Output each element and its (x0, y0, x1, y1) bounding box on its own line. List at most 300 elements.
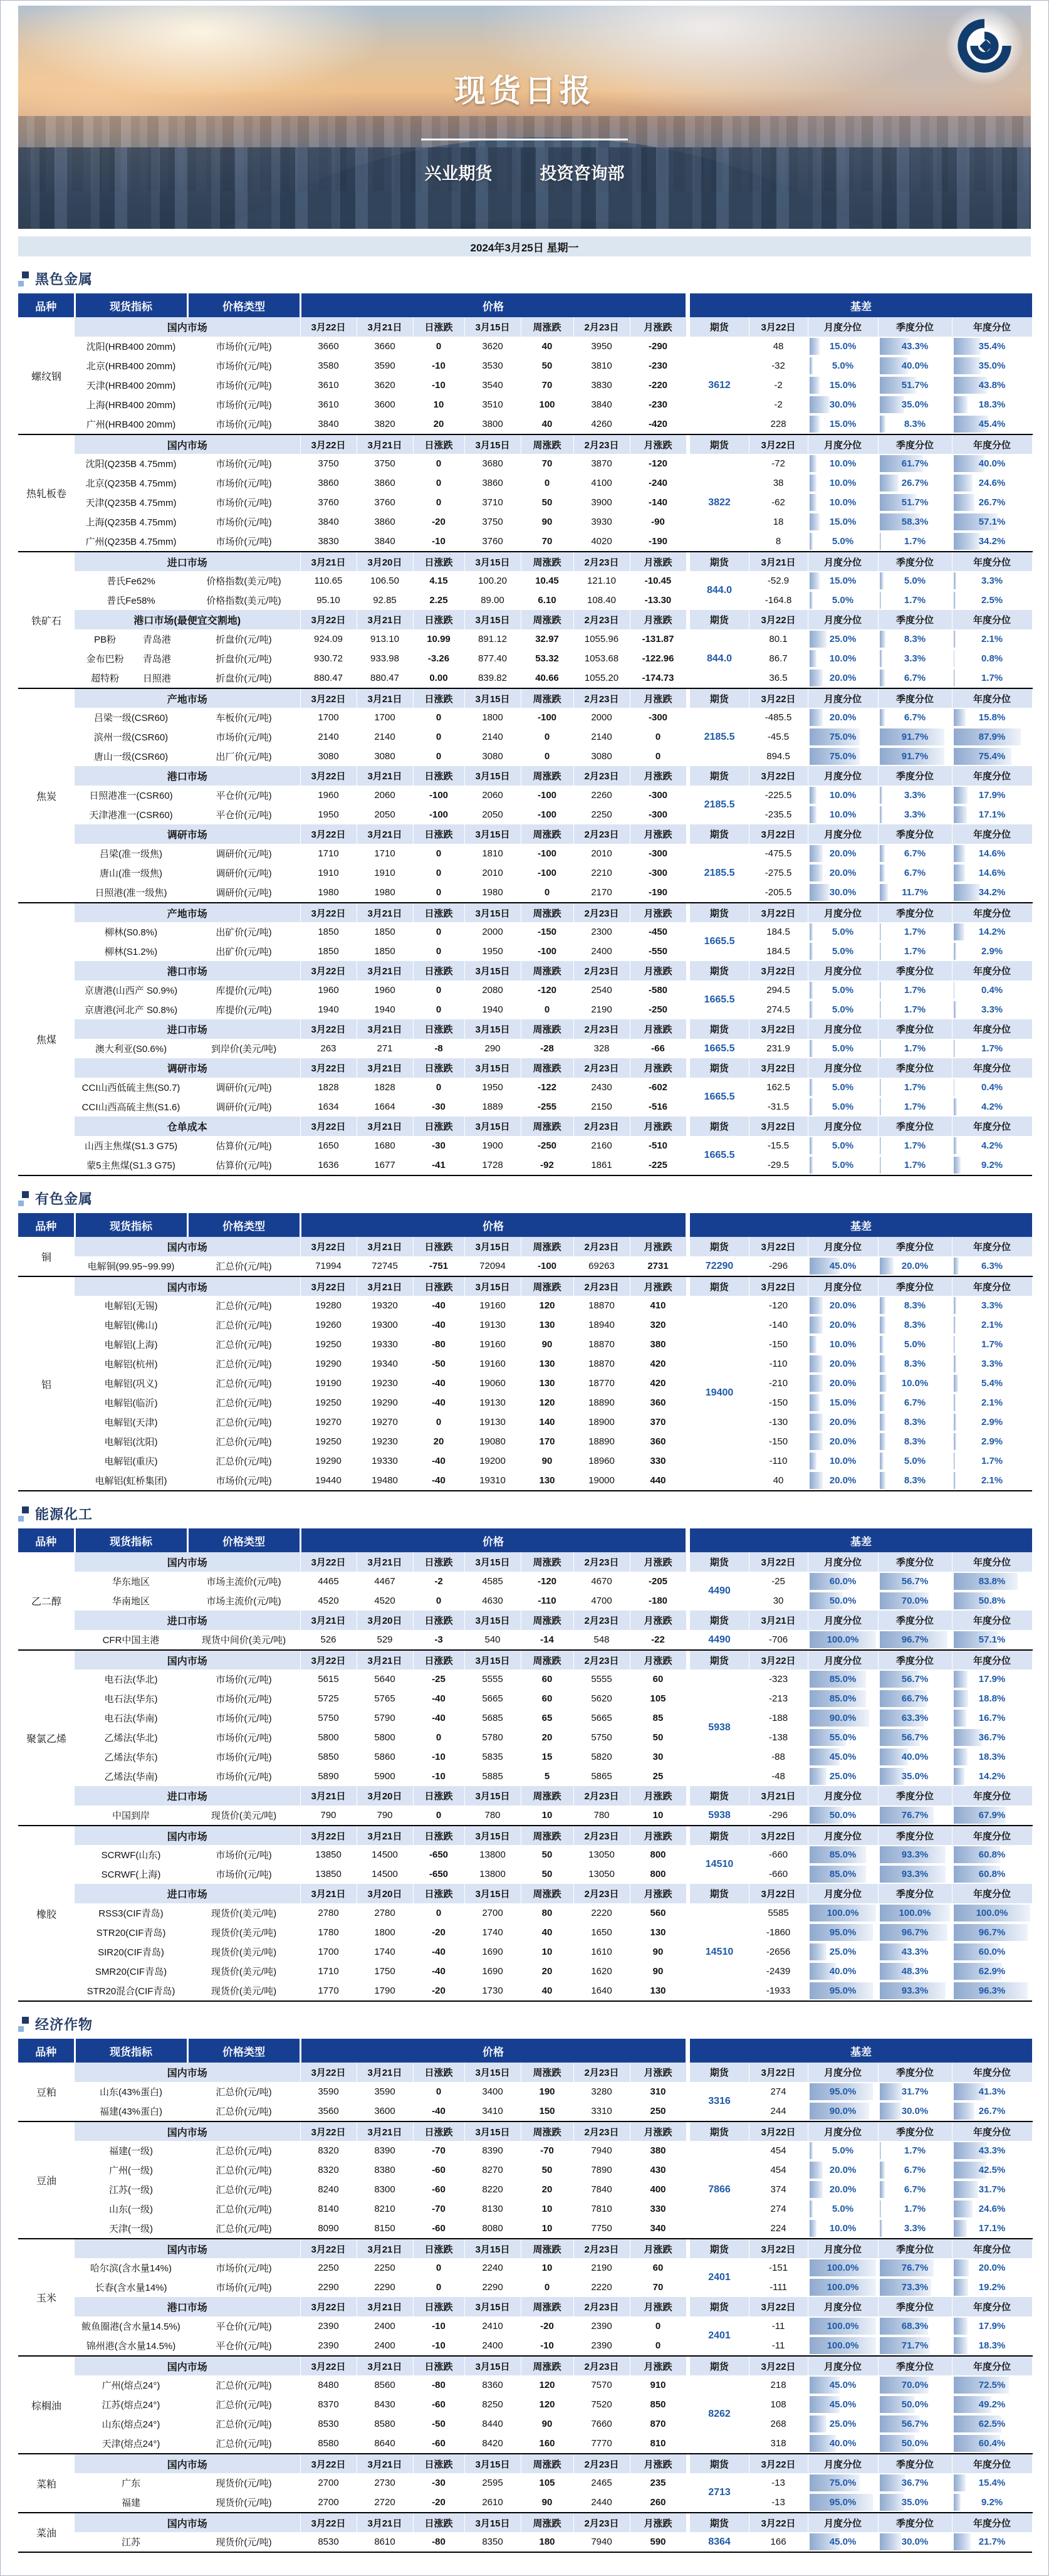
group-gap (686, 1374, 690, 1393)
date-header-cell: 3月21日 (357, 824, 413, 844)
percentile-bar (810, 592, 813, 609)
price-cell: 1861 (573, 1155, 630, 1175)
percentile-cell: 6.7% (878, 708, 952, 727)
price-cell: 20 (521, 2180, 573, 2199)
percentile-bar (880, 1433, 885, 1450)
price-cell: -10 (413, 2336, 464, 2356)
price-cell: -120 (521, 1572, 573, 1591)
percentile-cell: 2.1% (952, 1315, 1032, 1335)
price-cell: 590 (630, 2532, 686, 2552)
group-gap (686, 1354, 690, 1374)
basis-header-cell: 季度分位 (878, 1826, 952, 1845)
futures-cell: 8262 (690, 2375, 749, 2454)
price-cell: 10 (413, 395, 464, 414)
market-label: 国内市场 (75, 434, 300, 454)
basis-header-cell: 季度分位 (878, 1884, 952, 1903)
basis-header-cell: 年度分位 (952, 688, 1032, 708)
date-header-cell: 2月23日 (573, 434, 630, 454)
price-cell: 19190 (300, 1374, 357, 1393)
price-cell: 5885 (464, 1767, 521, 1786)
date-header-cell: 3月15日 (464, 1611, 521, 1630)
market-label: 国内市场 (75, 1552, 300, 1572)
indicator-cell: 电解铝(天津) (75, 1412, 187, 1432)
group-gap (686, 1689, 690, 1708)
price-cell: 14500 (357, 1845, 413, 1864)
date-header-cell: 3月21日 (357, 1117, 413, 1136)
percentile-bar (954, 670, 955, 686)
price-cell: 7940 (573, 2141, 630, 2160)
basis-cell: -32 (749, 356, 808, 376)
price-cell: 1889 (464, 1097, 521, 1117)
basis-header-cell: 年度分位 (952, 1552, 1032, 1572)
price-cell: 20 (413, 414, 464, 434)
price-cell: 1728 (464, 1155, 521, 1175)
indicator-cell: 天津(熔点24°) (75, 2434, 187, 2454)
date-header-cell: 周涨跌 (521, 1611, 573, 1630)
date-header-cell: 3月15日 (464, 2121, 521, 2141)
indicator-cell: 电解铝(无锡) (75, 1296, 187, 1315)
price-cell: 100 (521, 395, 573, 414)
percentile-cell: 26.7% (952, 2101, 1032, 2121)
percentile-cell: 72.5% (952, 2375, 1032, 2395)
price-cell: 2390 (300, 2336, 357, 2356)
date-header-cell: 2月23日 (573, 1611, 630, 1630)
price-cell: 2290 (464, 2278, 521, 2297)
date-header-cell: 月涨跌 (630, 1237, 686, 1256)
date-header-cell: 2月23日 (573, 1276, 630, 1296)
indicator-cell: SCRWF(上海) (75, 1864, 187, 1884)
price-cell: 18870 (573, 1354, 630, 1374)
percentile-cell: 1.7% (878, 2141, 952, 2160)
price-cell: 8440 (464, 2414, 521, 2434)
price-cell: 19060 (464, 1374, 521, 1393)
data-row (18, 414, 1032, 434)
price-type-cell: 汇总价(元/吨) (187, 2375, 300, 2395)
price-type-cell: 汇总价(元/吨) (187, 1296, 300, 1315)
price-cell: 0 (521, 727, 573, 747)
price-cell: 2430 (573, 1078, 630, 1097)
futures-cell: 7866 (690, 2141, 749, 2239)
percentile-cell: 56.7% (878, 2414, 952, 2434)
indicator-cell: STR20混合(CIF青岛) (75, 1981, 187, 2001)
price-cell: 3760 (300, 493, 357, 512)
price-cell: 85 (630, 1708, 686, 1728)
price-type-cell: 现货价(元/吨) (187, 2493, 300, 2513)
price-cell: 19250 (300, 1432, 357, 1451)
percentile-bar (954, 2494, 961, 2511)
indicator-cell: 天津(Q235B 4.75mm) (75, 493, 187, 512)
price-cell: 19000 (573, 1471, 630, 1491)
price-cell: 8210 (357, 2199, 413, 2219)
basis-cell: -111 (749, 2278, 808, 2297)
date-header-cell: 日涨跌 (413, 2513, 464, 2532)
percentile-bar (810, 1317, 823, 1333)
data-row (18, 2082, 1032, 2101)
price-cell: 360 (630, 1393, 686, 1412)
price-cell: 70 (521, 376, 573, 395)
percentile-cell: 25.0% (808, 629, 878, 649)
price-cell: 877.40 (464, 649, 521, 668)
price-cell: 0 (413, 1728, 464, 1747)
price-cell: -100 (521, 844, 573, 863)
price-cell: 3840 (573, 395, 630, 414)
indicator-cell: 电解铝(临沂) (75, 1393, 187, 1412)
percentile-bar (880, 1336, 884, 1353)
price-cell: 90 (521, 1335, 573, 1354)
price-cell: 4260 (573, 414, 630, 434)
percentile-bar (954, 1137, 957, 1154)
percentile-cell: 20.0% (878, 1256, 952, 1276)
col-variety: 品种 (18, 2039, 75, 2063)
basis-header-cell: 年度分位 (952, 434, 1032, 454)
basis-cell: -15.5 (749, 1136, 808, 1155)
price-cell: 13050 (573, 1864, 630, 1884)
data-row (18, 1412, 1032, 1432)
price-type-cell: 调研价(元/吨) (187, 863, 300, 883)
price-cell: 110.65 (300, 571, 357, 591)
date-header-cell: 月涨跌 (630, 610, 686, 629)
date-header-cell: 日涨跌 (413, 1786, 464, 1806)
data-row (18, 727, 1032, 747)
basis-header-cell: 3月22日 (749, 688, 808, 708)
date-header-cell: 3月15日 (464, 2063, 521, 2082)
indicator-cell: 广东 (75, 2473, 187, 2493)
data-row (18, 2532, 1032, 2552)
date-header-cell: 月涨跌 (630, 552, 686, 571)
percentile-bar (954, 2259, 969, 2276)
basis-cell: -2656 (749, 1942, 808, 1962)
basis-cell: 228 (749, 414, 808, 434)
price-cell: 10.45 (521, 571, 573, 591)
date-header-cell: 周涨跌 (521, 552, 573, 571)
percentile-bar (880, 592, 881, 609)
date-header-cell: 3月21日 (357, 2513, 413, 2532)
price-cell: -205 (630, 1572, 686, 1591)
basis-header-cell: 年度分位 (952, 2356, 1032, 2375)
sections-container (1, 269, 1048, 2553)
price-type-cell: 现货价(美元/吨) (187, 1903, 300, 1923)
price-cell: -90 (630, 512, 686, 532)
data-row (18, 1806, 1032, 1826)
group-gap (686, 1335, 690, 1354)
basis-header-cell: 年度分位 (952, 824, 1032, 844)
percentile-cell: 6.7% (878, 2160, 952, 2180)
price-cell: 5665 (573, 1708, 630, 1728)
price-cell: 19290 (357, 1393, 413, 1412)
price-cell: 260 (630, 2493, 686, 2513)
price-cell: 18960 (573, 1451, 630, 1471)
group-gap (686, 942, 690, 961)
data-row (18, 571, 1032, 591)
price-cell: 4467 (357, 1572, 413, 1591)
basis-cell: -138 (749, 1728, 808, 1747)
basis-header-cell: 期货 (690, 2121, 749, 2141)
price-type-cell: 汇总价(元/吨) (187, 2141, 300, 2160)
price-cell: 19480 (357, 1471, 413, 1491)
indicator-name: PB粉 (79, 633, 131, 646)
market-subheader-row (18, 1237, 1032, 1256)
price-cell: 121.10 (573, 571, 630, 591)
percentile-bar (954, 923, 964, 940)
market-subheader-row (18, 1058, 1032, 1078)
price-cell: 380 (630, 2141, 686, 2160)
basis-cell: 8 (749, 532, 808, 552)
price-cell: -14 (521, 1630, 573, 1650)
percentile-cell: 60.8% (952, 1845, 1032, 1864)
price-cell: 20 (521, 1962, 573, 1981)
data-row (18, 473, 1032, 493)
percentile-bar (954, 2200, 973, 2217)
data-row (18, 844, 1032, 863)
price-type-cell: 汇总价(元/吨) (187, 2101, 300, 2121)
price-cell: 2290 (300, 2278, 357, 2297)
date-header-cell: 月涨跌 (630, 317, 686, 337)
basis-header-cell: 季度分位 (878, 317, 952, 337)
percentile-cell: 15.0% (808, 1393, 878, 1412)
price-cell: 19330 (357, 1335, 413, 1354)
basis-header-cell: 季度分位 (878, 961, 952, 980)
price-cell: 2390 (573, 2316, 630, 2336)
price-type-cell: 市场主流价(元/吨) (187, 1572, 300, 1591)
futures-cell: 2401 (690, 2316, 749, 2356)
price-cell: 8150 (357, 2219, 413, 2239)
percentile-cell: 1.7% (952, 1451, 1032, 1471)
indicator-cell: 电解铝(重庆) (75, 1451, 187, 1471)
price-cell: 310 (630, 2082, 686, 2101)
price-cell: 3930 (573, 512, 630, 532)
percentile-bar (880, 923, 881, 940)
percentile-bar (880, 396, 904, 413)
price-cell: 0 (521, 1000, 573, 1019)
percentile-bar (810, 572, 820, 589)
futures-cell: 2185.5 (690, 786, 749, 824)
price-type-cell: 市场价(元/吨) (187, 1767, 300, 1786)
date-header-cell: 3月22日 (300, 434, 357, 454)
date-header-cell: 日涨跌 (413, 2356, 464, 2375)
price-cell: 105 (630, 1689, 686, 1708)
data-row (18, 2316, 1032, 2336)
price-cell: 19250 (300, 1335, 357, 1354)
section-title (18, 269, 1031, 288)
price-cell: 0 (413, 1000, 464, 1019)
price-cell: 2540 (573, 980, 630, 1000)
price-cell: 780 (573, 1806, 630, 1826)
percentile-cell: 95.0% (808, 2082, 878, 2101)
price-cell: 0 (521, 2278, 573, 2297)
price-cell: 20 (413, 1432, 464, 1451)
price-cell: 8320 (300, 2141, 357, 2160)
price-type-cell: 汇总价(元/吨) (187, 2160, 300, 2180)
market-label: 国内市场 (75, 1650, 300, 1669)
basis-header-cell: 月度分位 (808, 961, 878, 980)
percentile-cell: 6.3% (952, 1256, 1032, 1276)
percentile-cell: 15.0% (808, 414, 878, 434)
percentile-cell: 76.7% (878, 1806, 952, 1826)
percentile-bar (880, 572, 884, 589)
date-header-cell: 日涨跌 (413, 688, 464, 708)
percentile-bar (880, 1317, 885, 1333)
basis-header-cell: 期货 (690, 552, 749, 571)
date-header-cell: 周涨跌 (521, 824, 573, 844)
percentile-cell: 8.3% (878, 414, 952, 434)
market-label: 国内市场 (75, 1276, 300, 1296)
price-cell: 19320 (357, 1296, 413, 1315)
data-row (18, 1689, 1032, 1708)
basis-cell: 80.1 (749, 629, 808, 649)
indicator-cell: 乙烯法(华北) (75, 1728, 187, 1747)
price-cell: 2595 (464, 2473, 521, 2493)
percentile-cell: 40.0% (878, 1747, 952, 1767)
price-type-cell: 出厂价(元/吨) (187, 747, 300, 766)
indicator-cell: SIR20(CIF青岛) (75, 1942, 187, 1962)
price-cell: 1610 (573, 1942, 630, 1962)
price-cell: 1940 (357, 1000, 413, 1019)
price-cell: 60 (630, 1669, 686, 1689)
percentile-cell: 45.0% (808, 1256, 878, 1276)
price-cell: 20 (521, 1728, 573, 1747)
price-cell: 3590 (357, 2082, 413, 2101)
price-cell: 0 (630, 727, 686, 747)
price-cell: -40 (413, 1962, 464, 1981)
price-cell: 19290 (300, 1354, 357, 1374)
indicator-cell (75, 668, 187, 688)
price-cell: 0 (413, 747, 464, 766)
indicator-cell: 滨州一级(CSR60) (75, 727, 187, 747)
variety-cell: 热轧板卷 (18, 434, 75, 552)
price-cell: 0 (521, 747, 573, 766)
price-cell: 70 (521, 532, 573, 552)
data-row (18, 1256, 1032, 1276)
group-gap (686, 727, 690, 747)
date-header-cell: 周涨跌 (521, 1650, 573, 1669)
market-subheader-row (18, 1826, 1032, 1845)
price-cell: 1980 (357, 883, 413, 903)
date-header-cell: 日涨跌 (413, 1650, 464, 1669)
price-cell: -66 (630, 1039, 686, 1058)
basis-header-cell: 月度分位 (808, 903, 878, 922)
percentile-bar (954, 1729, 982, 1746)
data-row (18, 1039, 1032, 1058)
basis-header-cell: 季度分位 (878, 2513, 952, 2532)
basis-header-cell: 3月22日 (749, 824, 808, 844)
col-indicator: 现货指标 (75, 1528, 187, 1552)
price-cell: 18890 (573, 1432, 630, 1451)
percentile-bar (954, 943, 956, 960)
indicator-cell: 吕梁(准一级焦) (75, 844, 187, 863)
price-cell: 4465 (300, 1572, 357, 1591)
percentile-bar (810, 1098, 813, 1115)
price-cell: 130 (521, 1315, 573, 1335)
percentile-bar (954, 787, 968, 804)
price-cell: 190 (521, 2082, 573, 2101)
basis-header-cell: 3月21日 (749, 1786, 808, 1806)
date-header-cell: 日涨跌 (413, 610, 464, 629)
date-header-cell: 日涨跌 (413, 824, 464, 844)
date-header-cell: 3月21日 (357, 610, 413, 629)
date-header-cell: 月涨跌 (630, 1650, 686, 1669)
price-cell: 1710 (300, 844, 357, 863)
basis-header-cell: 季度分位 (878, 610, 952, 629)
indicator-cell: SCRWF(山东) (75, 1845, 187, 1864)
basis-header-cell: 3月22日 (749, 1058, 808, 1078)
date-header-cell: 3月20日 (357, 552, 413, 571)
group-gap (686, 1864, 690, 1884)
price-cell: 360 (630, 1432, 686, 1451)
percentile-cell: 43.3% (878, 1942, 952, 1962)
date-header-cell: 3月22日 (300, 824, 357, 844)
percentile-cell: 26.7% (952, 493, 1032, 512)
price-cell: 1960 (300, 980, 357, 1000)
price-cell: 3860 (300, 473, 357, 493)
price-cell: -10 (413, 1747, 464, 1767)
date-header-cell: 2月23日 (573, 824, 630, 844)
price-cell: 92.85 (357, 591, 413, 610)
basis-cell: 166 (749, 2532, 808, 2552)
percentile-cell: 45.0% (808, 2395, 878, 2414)
percentile-cell: 1.7% (878, 980, 952, 1000)
price-cell: 8240 (300, 2180, 357, 2199)
basis-header-cell: 3月22日 (749, 317, 808, 337)
date-header-cell: 3月15日 (464, 2454, 521, 2473)
date-header-cell: 月涨跌 (630, 688, 686, 708)
date-header-cell: 3月21日 (357, 1019, 413, 1039)
variety-cell: 铁矿石 (18, 552, 75, 688)
price-cell: -80 (413, 2375, 464, 2395)
basis-header-cell: 期货 (690, 1611, 749, 1630)
group-gap (686, 1591, 690, 1611)
price-type-cell: 市场价(元/吨) (187, 337, 300, 356)
price-type-cell: 市场价(元/吨) (187, 1747, 300, 1767)
price-cell: 1850 (357, 942, 413, 961)
percentile-bar (810, 533, 813, 550)
price-cell: -300 (630, 786, 686, 805)
percentile-cell: 91.7% (878, 747, 952, 766)
data-row (18, 337, 1032, 356)
price-cell: 2780 (300, 1903, 357, 1923)
price-cell: 1850 (357, 922, 413, 942)
percentile-cell: 70.0% (878, 2375, 952, 2395)
basis-cell: -150 (749, 1393, 808, 1412)
basis-cell: -150 (749, 1335, 808, 1354)
price-cell: 8140 (300, 2199, 357, 2219)
data-row (18, 922, 1032, 942)
price-cell: 4585 (464, 1572, 521, 1591)
futures-cell: 2713 (690, 2473, 749, 2513)
basis-cell: -13 (749, 2473, 808, 2493)
indicator-cell (75, 649, 187, 668)
basis-header-cell: 3月22日 (749, 903, 808, 922)
group-gap (686, 2395, 690, 2414)
basis-header-cell: 期货 (690, 1826, 749, 1845)
data-row (18, 805, 1032, 824)
percentile-cell: 9.2% (952, 1155, 1032, 1175)
percentile-cell: 10.0% (808, 649, 878, 668)
price-cell: 13850 (300, 1845, 357, 1864)
date-header-cell: 月涨跌 (630, 1276, 686, 1296)
basis-header-cell: 年度分位 (952, 2513, 1032, 2532)
price-type-cell: 现货中间价(美元/吨) (187, 1630, 300, 1650)
price-type-cell: 市场价(元/吨) (187, 356, 300, 376)
futures-cell: 844.0 (690, 629, 749, 688)
percentile-cell: 25.0% (808, 1767, 878, 1786)
section-table (18, 1213, 1033, 1491)
price-cell: 2140 (357, 727, 413, 747)
indicator-cell: 广州(一级) (75, 2160, 187, 2180)
price-cell: 7520 (573, 2395, 630, 2414)
percentile-cell: 8.3% (878, 629, 952, 649)
basis-cell: -296 (749, 1256, 808, 1276)
basis-cell: -2 (749, 395, 808, 414)
